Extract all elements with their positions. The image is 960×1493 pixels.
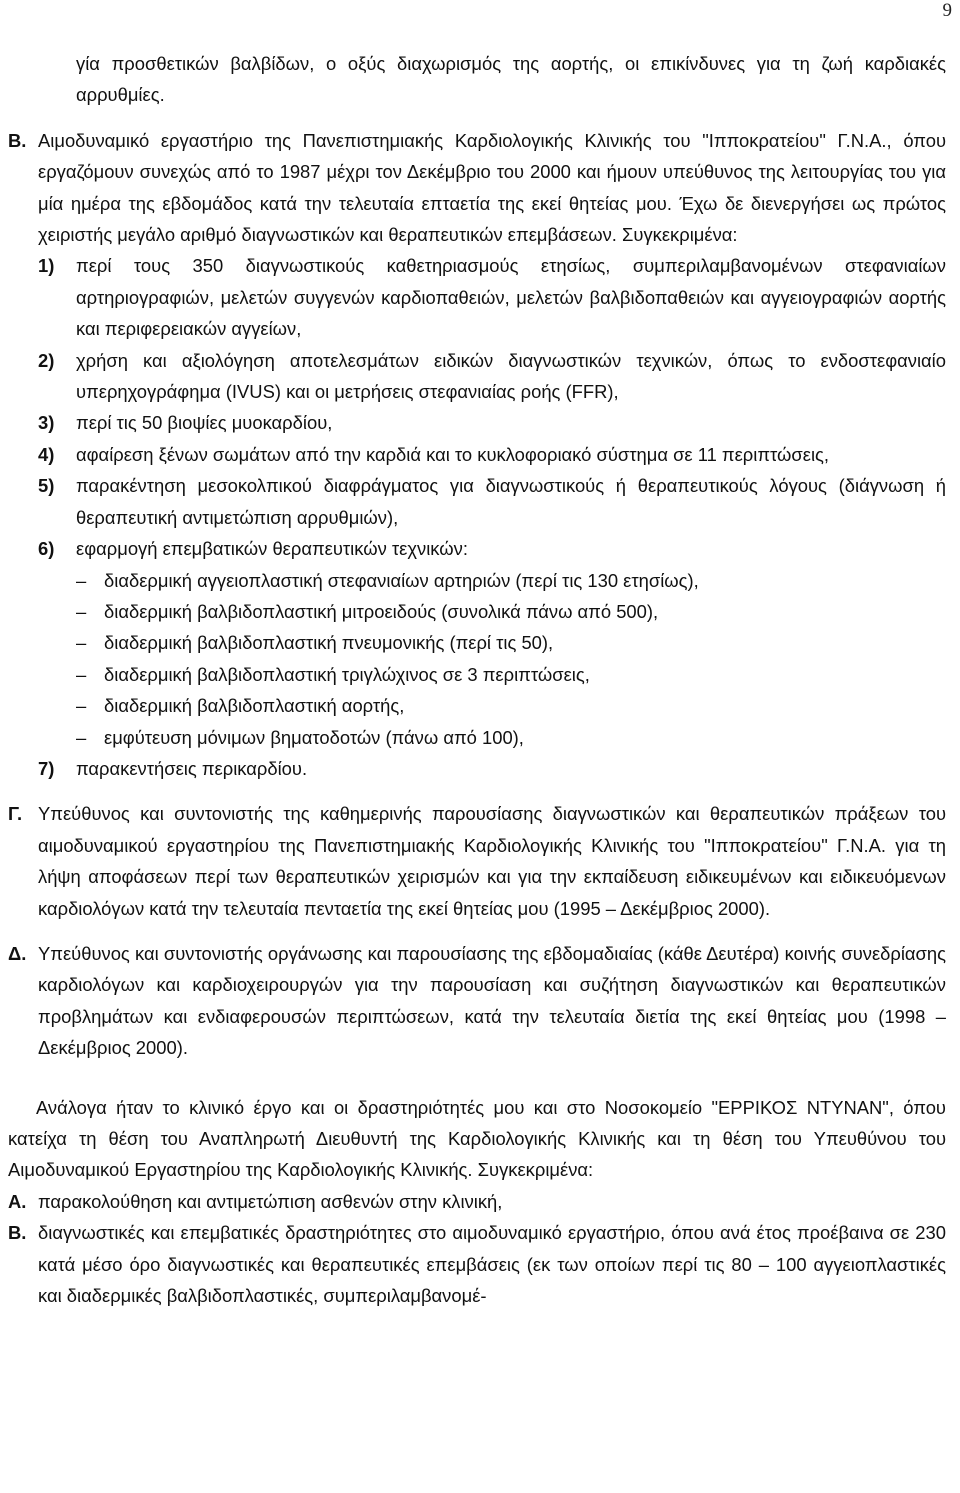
item-text: αφαίρεση ξένων σωμάτων από την καρδιά και το κυκλοφοριακό σύστημα σε 11 περιπτώσεις, [76,443,830,465]
list-item [0,1186,960,1217]
item-text: περί τους 350 διαγνωστικούς καθετηριασμούς ετησίως, συμπεριλαμβανομένων στεφανιαίων αρτηριογραφιών, μελετών συγγενών καρδιοπαθειών, μελετών βαλβιδοπαθειών και αγγειογραφιών αορτής και περιφερειακών αγγείων, [76,255,946,340]
section-g-label: Γ. [8,803,23,825]
sub-item-text: εμφύτευση μόνιμων βηματοδοτών (πάνω από 100), [104,726,524,748]
sub-list-item [0,627,960,658]
section-b-text: Αιμοδυναμικό εργαστήριο της Πανεπιστημιακής Καρδιολογικής Κλινικής του "Ιπποκρατείου" Γ.Ν.Α., όπου εργαζόμουν συνεχώς από το 1987 μέχρι τον Δεκέμβριο του 2000 και ήμουν υπεύθυνος της λειτουργίας του για μία ημέρα της εβδομάδος κατά την τελευταία επταετία της εκεί θητείας μου. Έχω δε διενεργήσει ως πρώτος χειριστής μεγάλο αριθμό διαγνωστικών και θεραπευτικών επεμβάσεων. Συγκεκριμένα: [38,129,946,246]
section-b [0,125,960,251]
item-label: 6) [38,538,55,560]
item-label: 7) [38,757,55,779]
page-number: 9 [942,0,952,21]
section-b-label: Β. [8,129,27,151]
item-label: 2) [38,349,55,371]
section-d-label: Δ. [8,942,27,964]
sub-list-item [0,659,960,690]
dash-marker: – [76,726,87,748]
dash-marker: – [76,632,87,654]
intro-paragraph: γία προσθετικών βαλβίδων, ο οξύς διαχωρισμός της αορτής, οι επικίνδυνες για τη ζωή καρδιακές αρρυθμίες. [76,53,946,106]
item-text: παρακεντήσεις περικαρδίου. [76,757,308,779]
list-item [0,1217,960,1311]
sub-item-text: διαδερμική βαλβιδοπλαστική μιτροειδούς (συνολικά πάνω από 500), [104,600,659,622]
item-text: παρακολούθηση και αντιμετώπιση ασθενών στην κλινική, [38,1190,503,1212]
item-text: διαγνωστικές και επεμβατικές δραστηριότητες στο αιμοδυναμικό εργαστήριο, όπου ανά έτος προέβαινα σε 230 κατά μέσο όρο διαγνωστικές και θεραπευτικές επεμβάσεις (εκ των οποίων περί τις 80 – 100 αγγειοπλαστικές και διαδερμικές βαλβιδοπλαστικές, συμπεριλαμβανομέ- [38,1222,946,1307]
list-item [0,753,960,784]
dash-marker: – [76,695,87,717]
item-label: 4) [38,443,55,465]
section-d-text: Υπεύθυνος και συντονιστής οργάνωσης και παρουσίασης της εβδομαδιαίας (κάθε Δευτέρα) κοινής συνεδρίασης καρδιολόγων και καρδιοχειρουργών για την παρουσίαση και συζήτηση διαγνωστικών και θεραπευτικών προβλημάτων και ενδιαφερουσών περιπτώσεων, κατά την τελευταία διετία της εκεί θητείας μου (1998 – Δεκέμβριος 2000). [38,942,946,1059]
list-item [0,439,960,470]
sub-item-text: διαδερμική βαλβιδοπλαστική τριγλώχινος σε 3 περιπτώσεις, [104,663,590,685]
sub-item-text: διαδερμική βαλβιδοπλαστική πνευμονικής (περί τις 50), [104,632,554,654]
item-text: περί τις 50 βιοψίες μυοκαρδίου, [76,412,333,434]
dash-marker: – [76,663,87,685]
item-label: 5) [38,475,55,497]
item-label: Α. [8,1190,27,1212]
list-item [0,407,960,438]
list-item [0,470,960,533]
sub-list-item [0,722,960,753]
sub-item-text: διαδερμική αγγειοπλαστική στεφανιαίων αρτηριών (περί τις 130 ετησίως), [104,569,699,591]
item-text: παρακέντηση μεσοκολπικού διαφράγματος για διαγνωστικούς ή θεραπευτικούς λόγους (διάγνωση ή θεραπευτική αντιμετώπιση αρρυθμιών), [76,475,946,528]
dash-marker: – [76,569,87,591]
section-g-text: Υπεύθυνος και συντονιστής της καθημερινής παρουσίασης διαγνωστικών και θεραπευτικών πράξεων του αιμοδυναμικού εργαστηρίου της Πανεπιστημιακής Καρδιολογικής Κλινικής του "Ιπποκρατείου" Γ.Ν.Α. για τη λήψη αποφάσεων περί των θεραπευτικών χειρισμών και για την εκπαίδευση ειδικευμένων και ειδικευόμενων καρδιολόγων κατά την τελευταία πενταετία της εκεί θητείας μου (1995 – Δεκέμβριος 2000). [38,803,946,919]
item-text: εφαρμογή επεμβατικών θεραπευτικών τεχνικών: [76,538,468,560]
sub-item-text: διαδερμική βαλβιδοπλαστική αορτής, [104,695,405,717]
sub-list-item [0,690,960,721]
list-item [0,250,960,344]
item-label: Β. [8,1222,27,1244]
dash-marker: – [76,600,87,622]
list-item [0,533,960,564]
item-label: 3) [38,412,55,434]
sub-list-item [0,596,960,627]
section-g [0,798,960,924]
section-d [0,938,960,1064]
list-item [0,345,960,408]
second-paragraph: Ανάλογα ήταν το κλινικό έργο και οι δραστηριότητές μου και στο Νοσοκομείο "ΕΡΡΙΚΟΣ ΝΤΥΝΑΝ", όπου κατείχα τη θέση του Αναπληρωτή Διευθυντή της Καρδιολογικής Κλινικής και τη θέση του Υπευθύνου του Αιμοδυναμικού Εργαστηρίου της Καρδιολογικής Κλινικής. Συγκεκριμένα: [8,1096,946,1181]
item-text: χρήση και αξιολόγηση αποτελεσμάτων ειδικών διαγνωστικών τεχνικών, όπως το ενδοστεφανιαίο υπερηχογράφημα (IVUS) και οι μετρήσεις στεφανιαίας ροής (FFR), [76,349,946,403]
sub-list-item [0,565,960,596]
document-body [0,48,960,1311]
item-label: 1) [38,255,55,277]
